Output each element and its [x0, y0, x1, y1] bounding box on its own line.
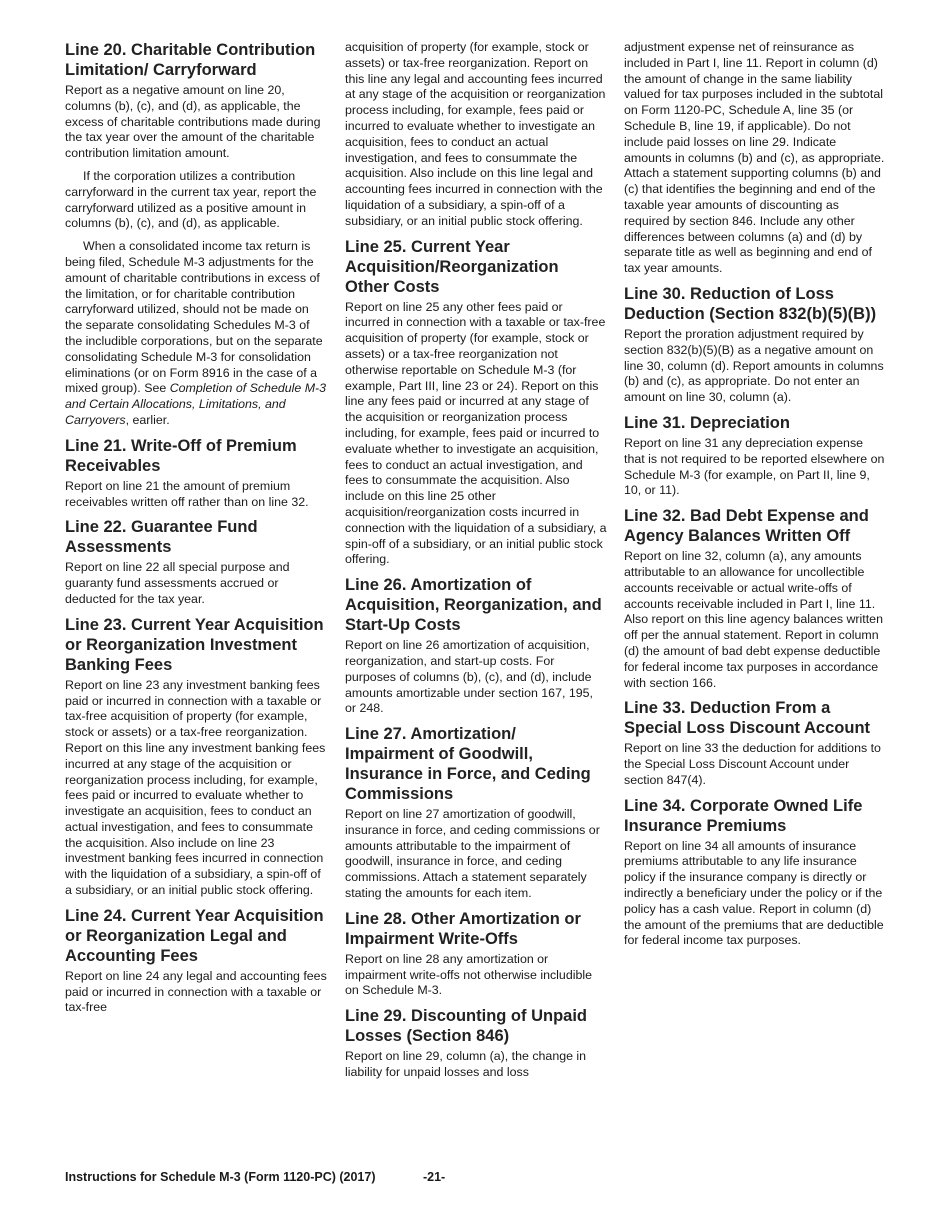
section-line-32 — [624, 506, 886, 691]
paragraph: If the corporation utilizes a contribution carryforward in the current tax year, report the carryforward utilized as a positive amount in columns (b), (c), and (d), as applicable. — [65, 168, 317, 231]
heading-line-28: Line 28. Other Amortization or Impairment Write-Offs — [345, 909, 581, 948]
paragraph: Report on line 25 any other fees paid or incurred in connection with a taxable or tax-free acquisition of property (for example, stock or assets) or a tax-free reorganization not otherwise reportable on Schedule M-3 (for example, Part III, line 23 or 24). Report on this line any fees paid or incurred at any stage of the acquisition or reorganization process including, for example, fees paid or incurred to evaluate whether to investigate an acquisition, fees to conduct an actual investigation, and fees to consummate the acquisition. Also include on this line 25 other acquisition/reorganization costs incurred in connection with the liquidation of a subsidiary, a spin-off of a subsidiary, or an initial public stock offering. — [345, 299, 607, 567]
paragraph: Report on line 29, column (a), the change in liability for unpaid losses and loss — [345, 1049, 587, 1080]
heading-line-22: Line 22. Guarantee Fund Assessments — [65, 518, 258, 557]
section-line-29 — [345, 1006, 607, 1081]
section-line-25 — [345, 237, 607, 569]
heading-line-20: Line 20. Charitable Contribution Limitation/ Carryforward — [65, 41, 316, 79]
section-line-22 — [65, 517, 327, 607]
section-line-23 — [65, 615, 327, 899]
column-3 — [624, 40, 886, 956]
section-line-33 — [624, 698, 886, 788]
paragraph: Report on line 21 the amount of premium receivables written off rather than on line 32. — [65, 478, 309, 509]
heading-line-27: Line 27. Amortization/ Impairment of Goodwill, Insurance in Force, and Ceding Commissions — [345, 725, 591, 804]
section-line-24 — [65, 906, 327, 1016]
footer-title: Instructions for Schedule M-3 (Form 1120-PC) (2017) — [65, 1170, 376, 1184]
section-line-31 — [624, 413, 886, 499]
paragraph: Report on line 24 any legal and accounting fees paid or incurred in connection with a taxable or tax-free — [65, 968, 327, 1015]
paragraph: Report the proration adjustment required by section 832(b)(5)(B) as a negative amount on line 30, column (d). Report amounts in columns (b) and (c), as appropriate. Do not enter an amount on line 30, column (a). — [624, 326, 884, 405]
heading-line-23: Line 23. Current Year Acquisition or Reorganization Investment Banking Fees — [65, 615, 324, 674]
paragraph: Report on line 23 any investment banking fees paid or incurred in connection with a taxable or tax-free acquisition of property (for example, stock or assets) or a tax-free reorganization. Report on this line any investment banking fees incurred at any stage of the acquisition or reorganization process including, for example, fees paid or incurred to evaluate whether to investigate an acquisition, fees to conduct an actual investigation, and fees to consummate the acquisition. Also include on line 23 investment banking fees incurred in connection with the liquidation of a subsidiary, a spin-off of a subsidiary, or an initial public stock offering. — [65, 677, 326, 898]
heading-line-30: Line 30. Reduction of Loss Deduction (Section 832(b)(5)(B)) — [624, 284, 877, 323]
paragraph: Report on line 22 all special purpose and guaranty fund assessments accrued or deducted for the tax year. — [65, 560, 290, 606]
heading-line-33: Line 33. Deduction From a Special Loss Discount Account — [624, 699, 871, 738]
heading-line-25: Line 25. Current Year Acquisition/Reorganization Other Costs — [345, 237, 559, 296]
paragraph: Report on line 33 the deduction for additions to the Special Loss Discount Account under section 847(4). — [624, 741, 881, 787]
heading-line-24: Line 24. Current Year Acquisition or Reorganization Legal and Accounting Fees — [65, 906, 324, 965]
section-line-34 — [624, 796, 886, 950]
paragraph-continued: adjustment expense net of reinsurance as included in Part I, line 11. Report in column (d) the amount of change in the same liability valued for tax purposes included in the subtotal on Form 1120-PC, Schedule A, line 35 (or Schedule B, line 19, if applicable). Do not include paid losses on line 29. Indicate amounts in columns (b) and (c), as appropriate. Attach a statement supporting columns (b) and (c) that identifies the beginning and end of the taxable year amounts of discounting as required by section 846. Include any other differences between columns (a) and (d) by separate title as well as beginning and end of tax year amounts. — [624, 40, 885, 276]
page-footer — [65, 1170, 445, 1184]
paragraph: Report on line 32, column (a), any amounts attributable to an allowance for uncollectible accounts receivable or actual write-offs of accounts receivable included in Part I, line 11. Also report on this line agency balances written off per the annual statement. Report in column (d) the amount of bad debt expense deductible for federal income tax purposes in accordance with section 166. — [624, 549, 883, 690]
paragraph: Report on line 34 all amounts of insurance premiums attributable to any life insurance policy if the insurance company is directly or indirectly a beneficiary under the policy or if the policy has a cash value. Report in column (d) the amount of the premiums that are deductible for federal income tax purposes. — [624, 838, 884, 948]
heading-line-32: Line 32. Bad Debt Expense and Agency Balances Written Off — [624, 507, 869, 546]
text: , earlier. — [125, 412, 170, 427]
column-2 — [345, 40, 607, 1088]
section-line-21 — [65, 436, 327, 511]
heading-line-34: Line 34. Corporate Owned Life Insurance Premiums — [624, 796, 863, 835]
heading-line-26: Line 26. Amortization of Acquisition, Reorganization, and Start-Up Costs — [345, 576, 602, 635]
text: When a consolidated income tax return is being filed, Schedule M-3 adjustments for the amount of charitable contributions in excess of the limitation, or for charitable contribution carryforward utilized, should not be made on the separate consolidating Schedules M-3 of the includible corporations, but on the separate consolidating Schedule M-3 for consolidation eliminations (or on Form 8916 in the case of a mixed group). See — [65, 239, 323, 396]
section-line-26 — [345, 575, 607, 717]
paragraph: Report on line 28 any amortization or impairment write-offs not otherwise includible on Schedule M-3. — [345, 951, 593, 998]
paragraph-continued: acquisition of property (for example, stock or assets) or tax-free reorganization. Report on this line any legal and accounting fees incurred at any stage of the acquisition or reorganization process including, for example, fees paid or incurred to evaluate whether to investigate an acquisition, fees to conduct an actual investigation, and fees to consummate the acquisition. Also include on this line legal and accounting fees incurred in connection with the liquidation of a subsidiary, a spin-off of a subsidiary, or an initial public stock offering. — [345, 40, 606, 228]
paragraph: Report as a negative amount on line 20, columns (b), (c), and (d), as applicable, the excess of charitable contributions made during the tax year over the amount of the charitable contribution limitation amount. — [65, 83, 321, 161]
cross-reference: Completion of Schedule M-3 and Certain Allocations, Limitations, and Carryovers — [65, 381, 327, 427]
page-number: -21- — [422, 1170, 446, 1184]
paragraph: Report on line 26 amortization of acquisition, reorganization, and start-up costs. For purposes of columns (b), (c), and (d), include amounts amortizable under section 167, 195, or 248. — [345, 638, 593, 716]
heading-line-31: Line 31. Depreciation — [624, 413, 790, 432]
section-line-27 — [345, 724, 607, 902]
paragraph: Report on line 31 any depreciation expense that is not required to be reported elsewhere on Schedule M-3 (for example, on Part II, line 9, 10, or 11). — [624, 435, 885, 498]
section-line-28 — [345, 909, 607, 999]
heading-line-29: Line 29. Discounting of Unpaid Losses (Section 846) — [345, 1007, 588, 1046]
column-1 — [65, 40, 327, 1023]
section-line-30 — [624, 284, 886, 406]
section-line-20 — [65, 40, 327, 429]
heading-line-21: Line 21. Write-Off of Premium Receivables — [65, 436, 297, 475]
paragraph: Report on line 27 amortization of goodwill, insurance in force, and ceding commissions or amounts attributable to the impairment of goodwill, insurance in force, and ceding commissions. Attach a statement separately stating the amounts for each item. — [345, 807, 600, 901]
paragraph — [65, 239, 327, 429]
